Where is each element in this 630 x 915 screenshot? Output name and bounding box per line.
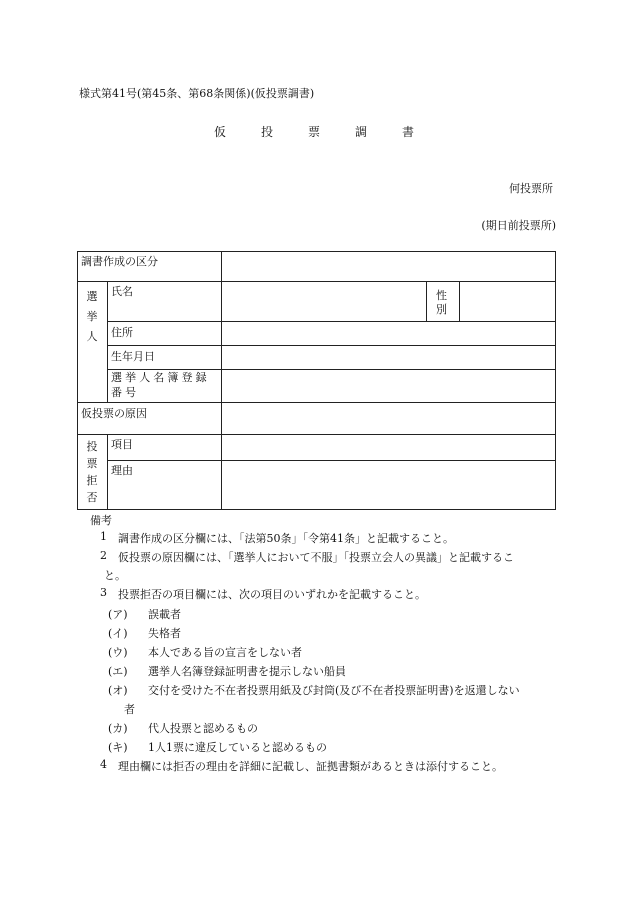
list-item: 失格者 (148, 627, 181, 640)
grounds-label: 理由 (111, 464, 133, 477)
list-item-mark: (ア) (108, 608, 128, 621)
list-item-mark: (イ) (108, 627, 128, 640)
refusal-group-char: 投 (86, 440, 98, 453)
table-border (77, 251, 556, 252)
row-line (107, 321, 556, 322)
category-label: 調書作成の区分 (81, 255, 158, 268)
list-item-mark: (ウ) (108, 646, 128, 659)
title-char: 書 (402, 125, 415, 139)
document-title (214, 123, 449, 140)
note-text: 仮投票の原因欄には、「選挙人において不服」「投票立会人の異議」と記載するこ (118, 551, 514, 564)
column-line (426, 281, 427, 321)
name-label: 氏名 (111, 285, 133, 298)
register-number-label-line2: 番号 (111, 386, 140, 399)
elector-group-char: 挙 (86, 310, 98, 323)
list-item: 者 (124, 703, 135, 716)
list-item: 交付を受けた不在者投票用紙及び封筒(及び不在者投票証明書)を返還しない (148, 684, 520, 697)
note-number: 1 (100, 530, 107, 543)
note-text: と。 (104, 569, 126, 582)
record-table (77, 251, 556, 509)
row-line (77, 281, 556, 282)
refusal-group-char: 拒 (86, 474, 98, 487)
row-line (77, 434, 556, 435)
title-char: 投 (261, 125, 274, 139)
note-number: 4 (100, 758, 107, 771)
row-line (107, 345, 556, 346)
list-item: 誤載者 (148, 608, 181, 621)
table-border (77, 509, 556, 510)
sex-label-char: 性 (436, 289, 447, 302)
register-number-label-line1: 選挙人名簿登録 (111, 371, 210, 384)
date-of-birth-label: 生年月日 (111, 350, 155, 363)
note-text: 投票拒否の項目欄には、次の項目のいずれかを記載すること。 (118, 588, 426, 601)
list-item: 選挙人名簿登録証明書を提示しない船員 (148, 665, 346, 678)
list-item: 本人である旨の宣言をしない者 (148, 646, 302, 659)
form-reference: 様式第41号(第45条、第68条関係)(仮投票調書) (79, 87, 315, 100)
notes-heading: 備考 (90, 514, 112, 527)
note-text: 理由欄には拒否の理由を詳細に記載し、証拠書類があるときは添付すること。 (118, 760, 503, 773)
list-item: 1人1票に違反していると認めるもの (148, 741, 327, 754)
list-item: 代人投票と認めるもの (148, 722, 258, 735)
item-label: 項目 (111, 438, 133, 451)
table-border (77, 251, 78, 509)
reason-label: 仮投票の原因 (81, 407, 147, 420)
row-line (107, 369, 556, 370)
note-number: 2 (100, 549, 107, 562)
title-char: 調 (355, 125, 368, 139)
column-line (459, 281, 460, 321)
list-item-mark: (オ) (108, 684, 128, 697)
row-line (77, 402, 556, 403)
table-border (555, 251, 556, 509)
row-line (107, 460, 556, 461)
early-polling-station: (期日前投票所) (481, 219, 556, 232)
refusal-group-char: 否 (86, 491, 98, 504)
refusal-group-char: 票 (86, 457, 98, 470)
list-item-mark: (エ) (108, 665, 128, 678)
list-item-mark: (キ) (108, 741, 128, 754)
column-line (221, 251, 222, 509)
elector-group-char: 人 (86, 330, 98, 343)
address-label: 住所 (111, 326, 133, 339)
note-text: 調書作成の区分欄には、「法第50条」「令第41条」と記載すること。 (118, 532, 454, 545)
polling-station: 何投票所 (509, 182, 553, 195)
elector-group-char: 選 (86, 290, 98, 303)
title-char: 票 (308, 125, 321, 139)
list-item-mark: (カ) (108, 722, 128, 735)
note-number: 3 (100, 586, 107, 599)
sex-label-char: 別 (436, 303, 447, 316)
column-line (107, 434, 108, 509)
column-line (107, 281, 108, 402)
title-char: 仮 (214, 125, 227, 139)
